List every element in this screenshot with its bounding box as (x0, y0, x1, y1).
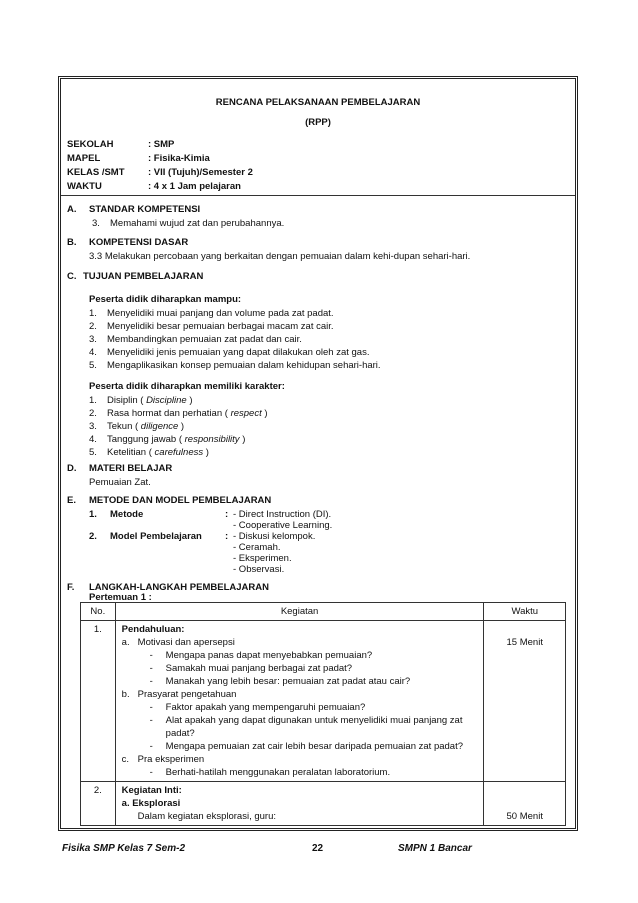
list-item: - Samakah muai panjang berbagai zat padat? (149, 663, 353, 674)
sub-heading: a. Motivasi dan apersepsi (121, 637, 235, 648)
activity-table (80, 602, 566, 826)
goal-text: Membandingkan pemuaian zat padat dan cair. (107, 334, 302, 345)
table-row (81, 782, 566, 826)
section-a-num: 3. (92, 218, 100, 229)
table-row (81, 621, 566, 782)
metode-num: 1. (89, 509, 97, 520)
row-kegiatan (115, 621, 484, 782)
list-item: - Alat apakah yang dapat digunakan untuk menyelidiki muai panjang zat (149, 715, 463, 726)
model-item: - Eksperimen. (233, 553, 292, 564)
goal-num: 5. (89, 360, 97, 371)
row-waktu: 15 Menit (484, 621, 566, 782)
page-subtitle: (RPP) (305, 117, 331, 128)
section-c-intro: Peserta didik diharapkan memiliki karakter: (89, 381, 285, 392)
identity-label: MAPEL (67, 153, 101, 164)
section-e-letter: E. (67, 495, 76, 506)
sub-heading: a. Eksplorasi (121, 798, 181, 809)
char-text: Ketelitian ( carefulness ) (107, 447, 209, 458)
model-num: 2. (89, 531, 97, 542)
goal-text: Menyelidiki besar pemuaian berbagai macam zat cair. (107, 321, 334, 332)
metode-colon: : (225, 509, 229, 520)
col-header-no: No. (81, 603, 116, 621)
section-f-letter: F. (67, 582, 75, 593)
section-c-letter: C. (67, 271, 77, 282)
row-no: 1. (81, 621, 116, 782)
model-label: Model Pembelajaran (110, 531, 202, 542)
section-d-letter: D. (67, 463, 77, 474)
footer-left: Fisika SMP Kelas 7 Sem-2 (62, 843, 186, 854)
list-item: - Manakah yang lebih besar: pemuaian zat padat atau cair? (149, 676, 411, 687)
footer-right: SMPN 1 Bancar (398, 843, 472, 854)
section-f-title: LANGKAH-LANGKAH PEMBELAJARAN (89, 582, 269, 593)
model-colon: : (225, 531, 229, 542)
footer-page-number: 22 (312, 843, 324, 854)
identity-value: : Fisika-Kimia (148, 153, 210, 164)
metode-item: - Cooperative Learning. (233, 520, 333, 531)
metode-label: Metode (110, 509, 144, 520)
goal-num: 3. (89, 334, 97, 345)
identity-value: : VII (Tujuh)/Semester 2 (148, 167, 253, 178)
row-no: 2. (81, 782, 116, 826)
goal-text: Menyelidiki jenis pemuaian yang dapat dilakukan oleh zat gas. (107, 347, 370, 358)
section-c-intro: Peserta didik diharapkan mampu: (89, 294, 242, 305)
model-item: - Ceramah. (233, 542, 281, 553)
goal-num: 2. (89, 321, 97, 332)
goal-num: 4. (89, 347, 97, 358)
char-text: Rasa hormat dan perhatian ( respect ) (107, 408, 268, 419)
char-text: Tanggung jawab ( responsibility ) (107, 434, 246, 445)
goal-num: 1. (89, 308, 97, 319)
list-item: - Mengapa panas dapat menyebabkan pemuaian? (149, 650, 373, 661)
char-num: 2. (89, 408, 97, 419)
meeting-label: Pertemuan 1 : (89, 592, 152, 603)
identity-value: : 4 x 1 Jam pelajaran (148, 181, 241, 192)
section-d-text: Pemuaian Zat. (89, 477, 151, 488)
metode-item: - Direct Instruction (DI). (233, 509, 332, 520)
char-num: 3. (89, 421, 97, 432)
page-title: RENCANA PELAKSANAAN PEMBELAJARAN (215, 97, 421, 108)
col-header-waktu: Waktu (484, 603, 566, 621)
list-item: - Mengapa pemuaian zat cair lebih besar daripada pemuaian zat padat? (149, 741, 463, 752)
sub-heading: b. Prasyarat pengetahuan (121, 689, 237, 700)
identity-label: WAKTU (67, 181, 102, 192)
section-b-letter: B. (67, 237, 77, 248)
identity-label: KELAS /SMT (67, 167, 125, 178)
section-b-text: 3.3 Melakukan percobaan yang berkaitan dengan pemuaian dalam kehi-dupan sehari-hari. (89, 251, 471, 262)
goal-text: Mengaplikasikan konsep pemuaian dalam kehidupan sehari-hari. (107, 360, 381, 371)
section-d-title: MATERI BELAJAR (89, 463, 173, 474)
row-text: Dalam kegiatan eksplorasi, guru: (137, 811, 277, 822)
list-item: padat? (165, 728, 195, 739)
char-num: 4. (89, 434, 97, 445)
sub-heading: c. Pra eksperimen (121, 754, 205, 765)
goal-text: Menyelidiki muai panjang dan volume pada zat padat. (107, 308, 334, 319)
char-text: Disiplin ( Discipline ) (107, 395, 193, 406)
col-header-kegiatan: Kegiatan (115, 603, 484, 621)
row-title: Kegiatan Inti: (121, 785, 182, 796)
section-e-title: METODE DAN MODEL PEMBELAJARAN (89, 495, 272, 506)
divider (61, 195, 575, 196)
list-item: - Berhati-hatilah menggunakan peralatan laboratorium. (149, 767, 391, 778)
section-a-title: STANDAR KOMPETENSI (89, 204, 201, 215)
row-title: Pendahuluan: (121, 624, 185, 635)
identity-value: : SMP (148, 139, 175, 150)
char-num: 5. (89, 447, 97, 458)
row-kegiatan (115, 782, 484, 826)
section-a-text: Memahami wujud zat dan perubahannya. (110, 218, 285, 229)
section-c-title: TUJUAN PEMBELAJARAN (83, 271, 204, 282)
list-item: - Faktor apakah yang mempengaruhi pemuaian? (149, 702, 366, 713)
char-num: 1. (89, 395, 97, 406)
identity-label: SEKOLAH (67, 139, 114, 150)
model-item: - Observasi. (233, 564, 285, 575)
table-header-row (81, 603, 566, 621)
char-text: Tekun ( diligence ) (107, 421, 185, 432)
row-waktu: 50 Menit (484, 782, 566, 826)
section-a-letter: A. (67, 204, 77, 215)
model-item: - Diskusi kelompok. (233, 531, 316, 542)
section-b-title: KOMPETENSI DASAR (89, 237, 189, 248)
